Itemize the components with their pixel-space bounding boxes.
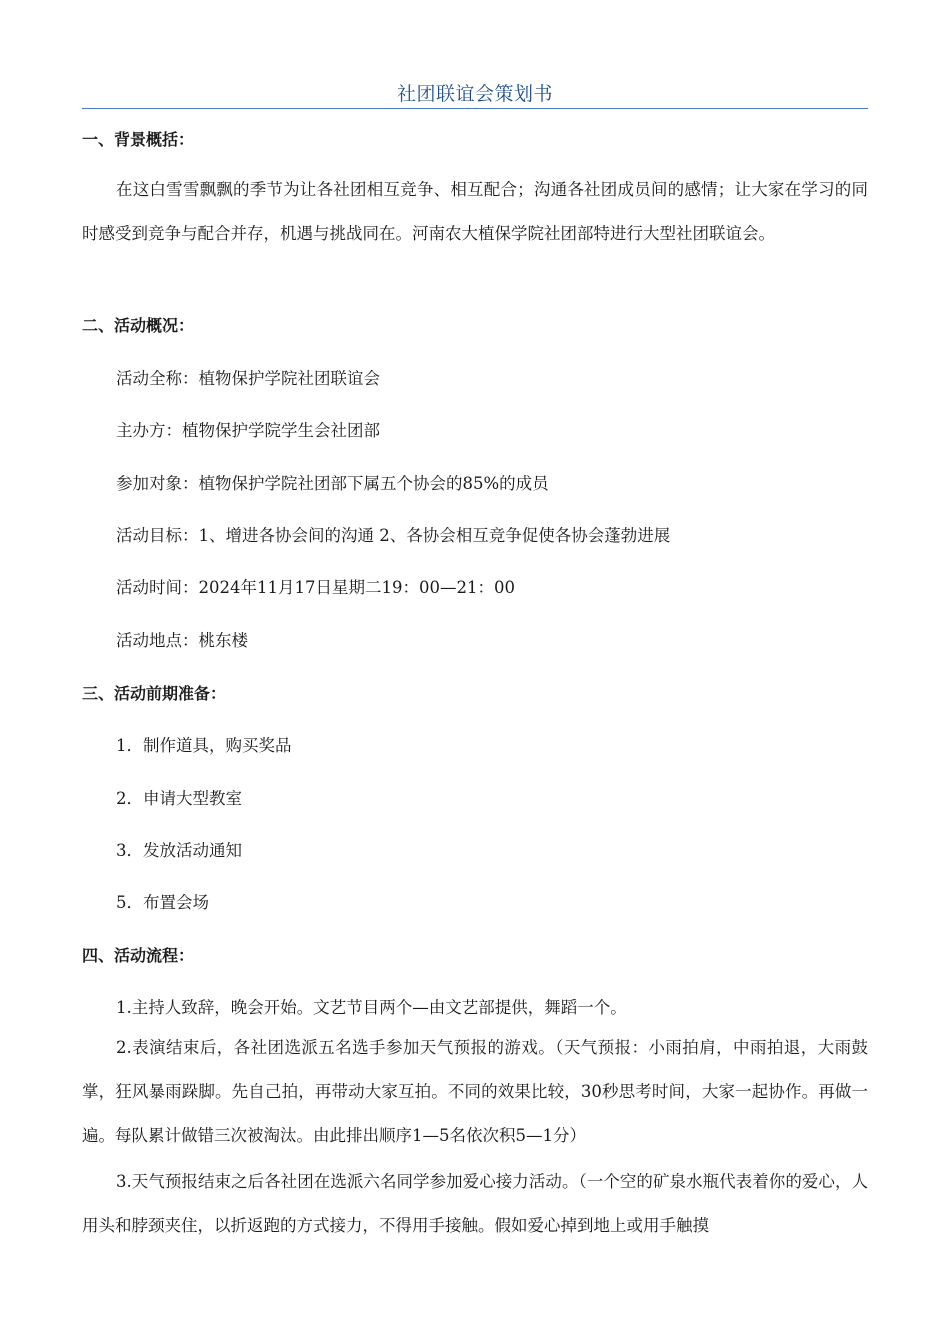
overview-item-time: 活动时间：2024年11月17日星期二19：00—21：00 [116, 578, 515, 597]
overview-item-full-name: 活动全称：植物保护学院社团联谊会 [116, 369, 380, 388]
preparation-item: 2．申请大型教室 [116, 789, 242, 808]
section-heading-background: 一、背景概括： [82, 130, 195, 149]
process-step-3: 3.天气预报结束之后各社团在选派六名同学参加爱心接力活动。（一个空的矿泉水瓶代表着你的爱心，人用头和脖颈夹住，以折返跑的方式接力，不得用手接触。假如爱心掉到地上或用手触摸 [82, 1172, 868, 1235]
overview-item-organizer: 主办方：植物保护学院学生会社团部 [116, 421, 380, 440]
preparation-item: 3．发放活动通知 [116, 841, 242, 860]
title-underline [82, 108, 868, 109]
section-heading-process: 四、活动流程： [82, 946, 195, 965]
overview-item-goals: 活动目标：1、增进各协会间的沟通 2、各协会相互竞争促使各协会蓬勃进展 [116, 526, 671, 545]
process-step-1: 1.主持人致辞，晚会开始。文艺节目两个—由文艺部提供，舞蹈一个。 [116, 998, 627, 1017]
section-heading-preparation: 三、活动前期准备： [82, 684, 227, 703]
preparation-item: 5．布置会场 [116, 893, 209, 912]
overview-item-participants: 参加对象：植物保护学院社团部下属五个协会的85%的成员 [116, 474, 549, 493]
overview-item-location: 活动地点：桃东楼 [116, 631, 248, 650]
preparation-item: 1．制作道具，购买奖品 [116, 736, 292, 755]
background-paragraph: 在这白雪雪飘飘的季节为让各社团相互竞争、相互配合；沟通各社团成员间的感情；让大家在学习的同时感受到竞争与配合并存，机遇与挑战同在。河南农大植保学院社团部特进行大型社团联谊会。 [82, 180, 868, 243]
section-heading-overview: 二、活动概况： [82, 316, 195, 335]
document-title: 社团联谊会策划书 [396, 83, 553, 105]
process-step-2: 2.表演结束后，各社团选派五名选手参加天气预报的游戏。（天气预报：小雨拍肩，中雨拍退，大雨鼓掌，狂风暴雨跺脚。先自己拍，再带动大家互拍。不同的效果比较，30秒思考时间，大家一起协作。再做一遍。每队累计做错三次被淘汰。由此排出顺序1—5名依次积5—1分） [82, 1038, 868, 1145]
